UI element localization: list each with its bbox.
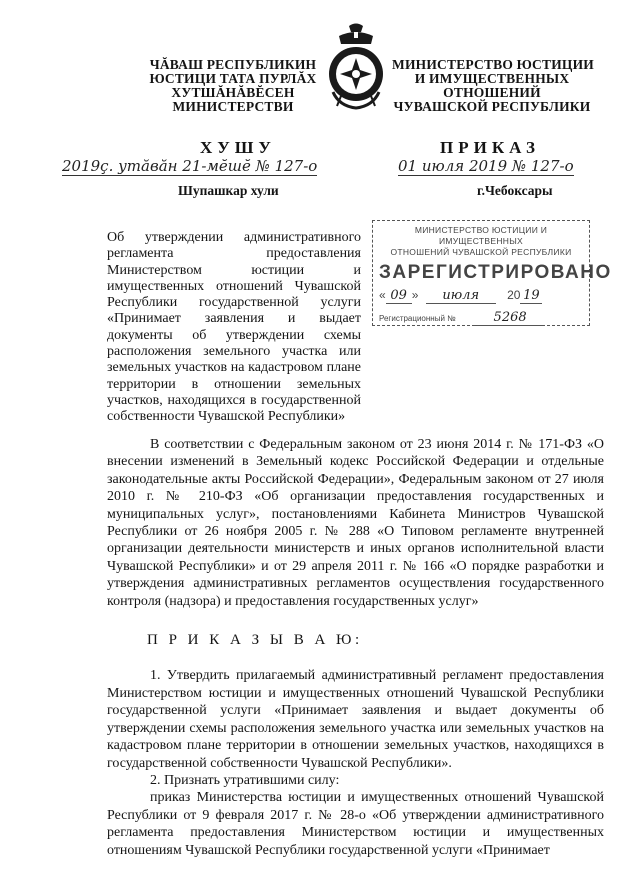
header-left-line: ЮСТИЦИ ТАТА ПУРЛĂХ	[149, 71, 317, 86]
header-left-line: МИНИСТЕРСТВИ	[172, 99, 294, 114]
header-right-line: ОТНОШЕНИЙ	[443, 85, 541, 100]
header-left-line: ЧĂВАШ РЕСПУБЛИКИН	[149, 57, 317, 72]
order-body	[107, 436, 604, 859]
stamp-year: 19	[520, 288, 542, 304]
header-right-line: ЧУВАШСКОЙ РЕСПУБЛИКИ	[393, 99, 591, 114]
stamp-month: июля	[426, 288, 496, 304]
stamp-year-prefix: 20	[507, 288, 521, 302]
stamp-day: 09	[386, 288, 412, 304]
item-1-paragraph: 1. Утвердить прилагаемый административный регламент предоставления Министерством юстиции и имущественных отношений Чувашской Республики государственной услуги «Принимает заявления и выдает документы об утверждении схемы расположения земельного участка или земельных участков на кадастровом плане территории в отношении земельных участков, находящихся в государственной собственности Чувашской Республики».	[107, 668, 604, 771]
header-left-chuvash	[138, 58, 328, 114]
handwritten-date-chuvash	[62, 157, 317, 175]
order-subject: Об утверждении административного регламента предоставления Министерством юстиции и имущественных отношений Чувашской Республики государственной услуги «Принимает заявления и выдает документы об утверждении схемы расположения земельного участка или земельных участков на кадастровом плане территории в отношении земельных участков, находящихся в государственной собственности Чувашской Республики»	[107, 230, 361, 425]
handwritten-date-russian	[398, 157, 574, 175]
stamp-reg-label: Регистрационный №	[379, 314, 456, 323]
document-type-chuvash: ХУШУ	[200, 138, 276, 157]
registration-stamp	[372, 220, 612, 326]
city-chuvash: Шупашкар хули	[178, 183, 279, 198]
header-right-line: И ИМУЩЕСТВЕННЫХ	[414, 71, 570, 86]
coat-of-arms-icon	[327, 22, 385, 110]
stamp-date-row: « 09 » июля 20 19	[379, 288, 583, 306]
city-russian: г.Чебоксары	[477, 183, 553, 198]
stamp-ministry-line: ОТНОШЕНИЙ ЧУВАШСКОЙ РЕСПУБЛИКИ	[390, 247, 572, 257]
handwritten-date-text: 2019ç. утăвăн 21-мĕшĕ № 127-о	[62, 157, 318, 175]
stamp-title: ЗАРЕГИСТРИРОВАНО	[379, 262, 612, 283]
header-right-russian	[392, 57, 595, 114]
header-left-line: ХУТШĂНĂВĔСЕН	[171, 85, 295, 100]
item-2-heading: 2. Признать утратившими силу:	[150, 772, 340, 788]
document-type-russian: ПРИКАЗ	[440, 138, 540, 157]
preamble-paragraph: В соответствии с Федеральным законом от 23 июня 2014 г. № 171-ФЗ «О внесении изменений в Земельный кодекс Российской Федерации и отдельные законодательные акты Российской Федерации», Федеральным законом от 27 июля 2010 г. № 210-ФЗ «Об организации предоставления государственных и муниципальных услуг», постановлениями Кабинета Министров Чувашской Республики от 26 ноября 2005 г. № 288 «О Типовом регламенте внутренней организации деятельности министерств и иных органов исполнительной власти Чувашской Республики» и от 29 апреля 2011 г. № 166 «О порядке разработки и утверждения административных регламентов осуществления государственного контроля (надзора) и предоставления государственных услуг»	[107, 437, 604, 609]
stamp-reg-row	[379, 310, 583, 328]
handwritten-date-text: 01 июля 2019 № 127-о	[398, 157, 574, 175]
item-2-paragraph: приказ Министерства юстиции и имущественных отношений Чувашской Республики от 9 февраля 2017 г. № 28-о «Об утверждении административного регламента предоставления Министерством юстиции и имущественных отношениям Чувашской Республики государственной услуги «Принимает	[107, 790, 604, 858]
header-right-line: МИНИСТЕРСТВО ЮСТИЦИИ	[392, 57, 595, 72]
order-word: П Р И К А З Ы В А Ю:	[147, 632, 363, 649]
stamp-reg-number: 5268	[475, 310, 545, 326]
stamp-ministry-line: МИНИСТЕРСТВО ЮСТИЦИИ И ИМУЩЕСТВЕННЫХ	[414, 225, 548, 246]
